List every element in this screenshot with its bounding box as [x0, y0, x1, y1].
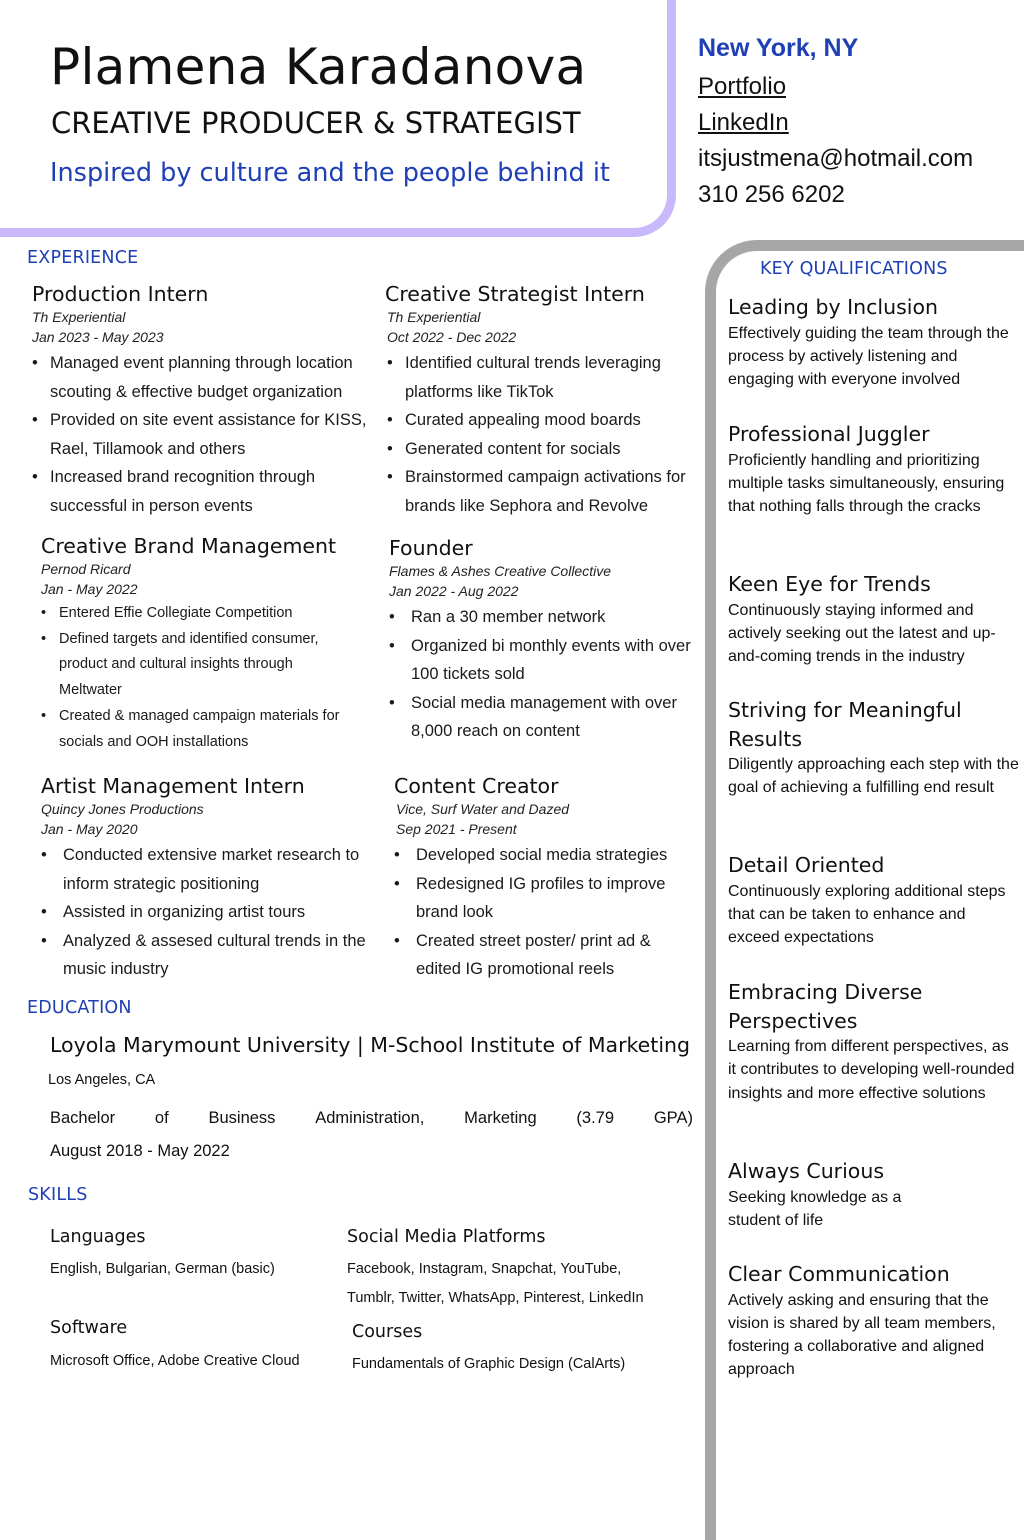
job-founder: [389, 535, 694, 746]
qualification-title: Leading by Inclusion: [728, 295, 939, 319]
job-artist-management-intern: [41, 773, 386, 984]
qualification-item: [728, 1157, 908, 1232]
job-company: Quincy Jones Productions: [41, 801, 204, 817]
qualification-item: [728, 420, 1020, 518]
tagline: Inspired by culture and the people behind it: [50, 158, 610, 188]
job-dates: Oct 2022 - Dec 2022: [387, 329, 517, 345]
qualification-item: [728, 696, 1019, 800]
candidate-name: Plamena Karadanova: [50, 38, 587, 96]
job-bullets: [394, 841, 694, 984]
job-bullets: [41, 841, 386, 984]
experience-heading: EXPERIENCE: [27, 248, 139, 268]
job-dates: Jan 2022 - Aug 2022: [389, 583, 519, 599]
job-bullet: • Organized bi monthly events with over 100 tickets sold: [389, 632, 694, 689]
education-degree-word: Business: [208, 1109, 276, 1127]
job-bullet: • Brainstormed campaign activations for brands like Sephora and Revolve: [387, 463, 690, 520]
skills-social-label: Social Media Platforms: [347, 1227, 546, 1247]
job-bullet: • Redesigned IG profiles to improve brand look: [394, 870, 694, 927]
job-title: Creative Brand Management: [41, 534, 337, 558]
job-bullet: • Increased brand recognition through successful in person events: [32, 463, 382, 520]
job-title: Content Creator: [394, 774, 559, 798]
education-dates: August 2018 - May 2022: [50, 1142, 230, 1160]
qualification-item: [728, 1260, 1020, 1382]
job-bullet: • Provided on site event assistance for KISS, Rael, Tillamook and others: [32, 406, 382, 463]
job-bullet: • Generated content for socials: [387, 435, 690, 464]
qualification-item: [728, 851, 1020, 949]
job-company: Pernod Ricard: [41, 561, 131, 577]
job-bullet: • Managed event planning through location scouting & effective budget organization: [32, 349, 382, 406]
qualification-title: Keen Eye for Trends: [728, 572, 931, 596]
job-company: Flames & Ashes Creative Collective: [389, 563, 612, 579]
job-bullet: • Assisted in organizing artist tours: [41, 898, 386, 927]
job-title: Creative Strategist Intern: [385, 282, 645, 306]
contact-phone: 310 256 6202: [698, 181, 845, 208]
education-degree-word: Marketing: [464, 1109, 537, 1127]
education-degree-word: (3.79: [576, 1109, 615, 1127]
qualification-desc: Continuously exploring additional steps that can be taken to enhance and exceed expectations: [728, 882, 1006, 947]
education-degree-word: Administration,: [315, 1109, 425, 1127]
linkedin-link[interactable]: LinkedIn: [698, 109, 789, 136]
job-bullet: • Defined targets and identified consumer, product and cultural insights through Meltwater: [41, 627, 341, 704]
job-title: Founder: [389, 536, 473, 560]
skills-languages: English, Bulgarian, German (basic): [50, 1261, 275, 1277]
education-school: Loyola Marymount University | M-School Institute of Marketing: [50, 1033, 691, 1057]
job-title: Artist Management Intern: [41, 774, 305, 798]
skills-software: Microsoft Office, Adobe Creative Cloud: [50, 1353, 300, 1369]
skills-social-line2: Tumblr, Twitter, WhatsApp, Pinterest, LinkedIn: [347, 1290, 644, 1306]
qualification-desc: Effectively guiding the team through the process by actively listening and engaging with everyone involved: [728, 324, 1009, 389]
qualification-item: [728, 978, 1015, 1105]
skills-courses: Fundamentals of Graphic Design (CalArts): [352, 1356, 626, 1372]
skills-social-line1: Facebook, Instagram, Snapchat, YouTube,: [347, 1261, 622, 1277]
job-bullet: • Created street poster/ print ad & edited IG promotional reels: [394, 927, 694, 984]
job-production-intern: [32, 281, 382, 521]
skills-languages-label: Languages: [50, 1227, 146, 1247]
job-creative-strategist-intern: [385, 281, 690, 521]
job-bullet: • Conducted extensive market research to inform strategic positioning: [41, 841, 386, 898]
education-degree-word: Bachelor: [50, 1109, 116, 1127]
contact-location: New York, NY: [698, 34, 859, 62]
qualification-title: Detail Oriented: [728, 853, 885, 877]
job-bullet: • Ran a 30 member network: [389, 603, 694, 632]
qualification-item: [728, 293, 1020, 391]
job-bullet: • Curated appealing mood boards: [387, 406, 690, 435]
qualifications-heading: KEY QUALIFICATIONS: [760, 259, 948, 279]
job-bullets: [389, 603, 694, 746]
job-company: Th Experiential: [32, 309, 126, 325]
job-dates: Jan 2023 - May 2023: [32, 329, 164, 345]
job-bullets: [32, 349, 382, 521]
job-bullet: • Entered Effie Collegiate Competition: [41, 601, 341, 627]
job-title: Production Intern: [32, 282, 209, 306]
job-company: Th Experiential: [387, 309, 481, 325]
qualification-title: Always Curious: [728, 1159, 885, 1183]
job-bullet: • Created & managed campaign materials for socials and OOH installations: [41, 704, 341, 755]
job-creative-brand-management: [41, 533, 341, 755]
education-heading: EDUCATION: [27, 998, 132, 1018]
education-degree: [50, 1109, 693, 1128]
job-dates: Jan - May 2020: [41, 821, 138, 837]
education-location: Los Angeles, CA: [48, 1072, 156, 1088]
qualification-title: Professional Juggler: [728, 422, 930, 446]
job-dates: Sep 2021 - Present: [396, 821, 517, 837]
qualification-item: [728, 570, 1020, 668]
qualification-desc: Learning from different perspectives, as it contributes to developing well-rounded insights and more effective solutions: [728, 1038, 1015, 1102]
job-bullet: • Developed social media strategies: [394, 841, 694, 870]
qualification-desc: Seeking knowledge as a student of life: [728, 1188, 902, 1229]
skills-courses-label: Courses: [352, 1322, 423, 1342]
job-bullet: • Identified cultural trends leveraging platforms like TikTok: [387, 349, 690, 406]
skills-heading: SKILLS: [28, 1185, 88, 1205]
qualification-title: Striving for Meaningful Results: [728, 698, 962, 751]
qualification-desc: Diligently approaching each step with the goal of achieving a fulfilling end result: [728, 756, 1019, 797]
contact-email: itsjustmena@hotmail.com: [698, 145, 974, 172]
job-company: Vice, Surf Water and Dazed: [396, 801, 570, 817]
job-bullet: • Social media management with over 8,000 reach on content: [389, 689, 694, 746]
qualification-desc: Continuously staying informed and actively seeking out the latest and up-and-coming trends in the industry: [728, 601, 996, 666]
skills-software-label: Software: [50, 1318, 128, 1338]
job-content-creator: [394, 773, 694, 984]
qualification-desc: Actively asking and ensuring that the vision is shared by all team members, fostering a collaborative and aligned approach: [728, 1291, 996, 1379]
education-degree-word: GPA): [653, 1109, 693, 1127]
qualification-title: Clear Communication: [728, 1262, 950, 1286]
education-degree-word: of: [154, 1109, 169, 1127]
candidate-role: CREATIVE PRODUCER & STRATEGIST: [51, 106, 581, 140]
portfolio-link[interactable]: Portfolio: [698, 73, 787, 100]
job-bullets: [385, 349, 690, 521]
job-bullets: [41, 601, 341, 755]
job-bullet: • Analyzed & assesed cultural trends in the music industry: [41, 927, 386, 984]
job-dates: Jan - May 2022: [41, 581, 138, 597]
qualification-desc: Proficiently handling and prioritizing multiple tasks simultaneously, ensuring that nothing falls through the cracks: [728, 451, 1005, 516]
qualification-title: Embracing Diverse Perspectives: [728, 980, 923, 1033]
